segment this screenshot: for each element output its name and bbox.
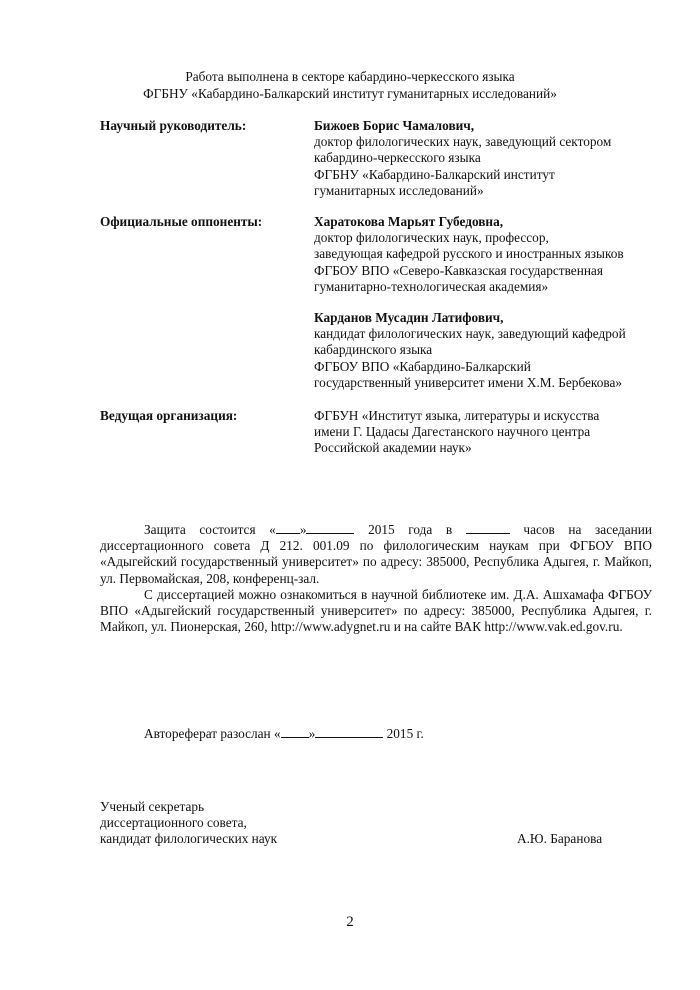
opponent-1-line: гуманитарно-технологическая академия» <box>314 278 549 294</box>
mailed-month-blank <box>315 726 383 738</box>
hour-blank <box>466 522 510 534</box>
page-number: 2 <box>346 914 354 930</box>
secretary-block <box>100 799 277 848</box>
leading-org-line: имени Г. Цадасы Дагестанского научного центра <box>314 424 591 440</box>
mailed-text-c: 2015 г. <box>383 726 424 741</box>
leading-org-line: ФГБУН «Институт языка, литературы и искусства <box>314 408 600 423</box>
header-line-2: ФГБНУ «Кабардино-Балкарский институт гуманитарных исследований» <box>143 86 557 101</box>
defense-info <box>100 522 652 635</box>
opponent-1-line: ФГБОУ ВПО «Северо-Кавказская государственная <box>314 262 603 278</box>
leading-org-block <box>314 408 674 457</box>
supervisor-line: гуманитарных исследований» <box>314 182 484 198</box>
opponent-2-line: кандидат филологических наук, заведующий кафедрой <box>314 326 626 342</box>
secretary-line: кандидат филологических наук <box>100 831 278 847</box>
header-line-1: Работа выполнена в секторе кабардино-черкесского языка <box>185 69 515 84</box>
supervisor-line: кабардино-черкесского языка <box>314 150 481 166</box>
day-blank <box>276 522 300 534</box>
supervisor-line: ФГБНУ «Кабардино-Балкарский институт <box>314 166 555 182</box>
library-paragraph: С диссертацией можно ознакомиться в научной библиотеке им. Д.А. Ашхамафа ФГБОУ ВПО «Адыгейский государственный университет» по адресу: 385000, Республика Адыгея, г. Майкоп, ул. Пионерская, 260, http://www.adygnet.ru и на сайте ВАК http://www.vak.ed.gov.ru. <box>100 586 652 635</box>
supervisor-block <box>314 118 674 199</box>
opponent-2-line: государственный университет имени Х.М. Бербекова» <box>314 374 623 390</box>
mailed-text-b: » <box>308 726 316 741</box>
defense-paragraph <box>100 522 652 587</box>
defense-text-b: » <box>299 522 307 537</box>
secretary-line: диссертационного совета, <box>100 815 247 831</box>
opponent-2-line: ФГБОУ ВПО «Кабардино-Балкарский <box>314 358 531 374</box>
opponent-1-line: заведующая кафедрой русского и иностранных языков <box>314 246 624 262</box>
leading-org-line: Российской академии наук» <box>314 440 472 456</box>
secretary-name: А.Ю. Баранова <box>517 831 603 846</box>
opponent-2-name: Карданов Мусадин Латифович, <box>314 310 504 325</box>
month-blank <box>306 522 354 534</box>
supervisor-label: Научный руководитель: <box>100 118 247 133</box>
opponent-1-block <box>314 214 674 295</box>
opponent-1-line: доктор филологических наук, профессор, <box>314 230 549 246</box>
header <box>0 68 700 102</box>
opponent-1-name: Харатокова Марьят Губедовна, <box>314 214 504 229</box>
mailed-day-blank <box>281 726 309 738</box>
secretary-line: Ученый секретарь <box>100 799 205 814</box>
mailed-text-a: Автореферат разослан « <box>144 726 281 741</box>
leading-org-label: Ведущая организация: <box>100 408 238 423</box>
defense-text-d: часов на заседании диссертационного совета Д 212. 001.09 по филологическим наукам при ФГБОУ ВПО «Адыгейский государственный университет» по адресу: 385000, Республика Адыгея, г. Майкоп, ул. Первомайская, 208, конференц-зал. <box>100 522 653 586</box>
opponent-2-block <box>314 310 674 391</box>
opponents-label: Официальные оппоненты: <box>100 214 263 229</box>
defense-text-a: Защита состоится « <box>144 522 276 537</box>
supervisor-name: Бижоев Борис Чамалович, <box>314 118 475 133</box>
supervisor-line: доктор филологических наук, заведующий сектором <box>314 134 612 150</box>
opponent-2-line: кабардинского языка <box>314 342 433 358</box>
defense-text-c: 2015 года в <box>354 522 466 537</box>
mailed-line <box>144 726 424 742</box>
